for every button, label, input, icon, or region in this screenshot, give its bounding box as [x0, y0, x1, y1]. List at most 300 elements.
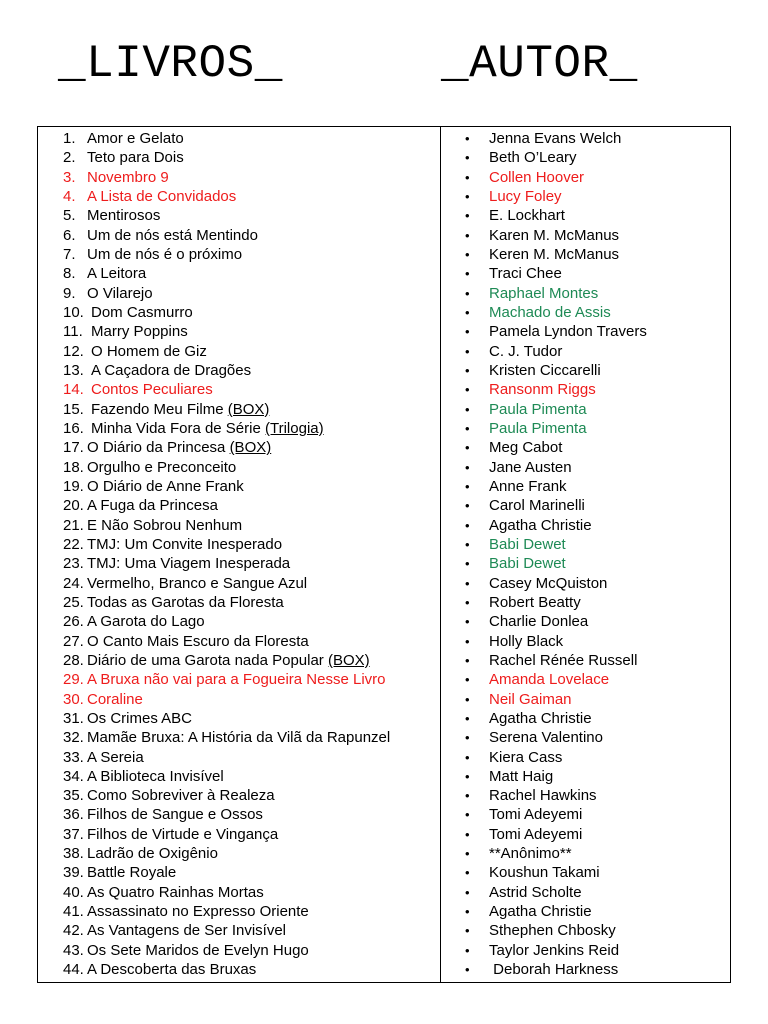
book-item: [38, 960, 440, 979]
author-name: Tomi Adeyemi: [489, 825, 583, 843]
book-title: [87, 670, 386, 689]
author-name: Tomi Adeyemi: [489, 806, 583, 824]
book-item: [38, 187, 440, 206]
author-item: [441, 748, 730, 767]
book-item: [38, 554, 440, 573]
book-title-text: Filhos de Virtude e Vingança: [87, 825, 279, 843]
bullet-icon: •: [465, 362, 470, 378]
bullet-icon: •: [465, 807, 470, 823]
bullet-icon: •: [465, 517, 470, 533]
book-number: 29.: [63, 671, 84, 689]
book-item: [38, 245, 440, 264]
bullet-icon: •: [465, 498, 470, 514]
bullet-icon: •: [465, 614, 470, 630]
author-item: [441, 206, 730, 225]
book-title: [87, 825, 278, 844]
author-name: Jenna Evans Welch: [489, 130, 622, 147]
book-item: [38, 458, 440, 477]
author-item: [441, 651, 730, 670]
author-name: Beth O’Leary: [489, 149, 577, 167]
bullet-icon: •: [465, 575, 470, 591]
book-title: [91, 361, 251, 380]
book-number: 36.: [63, 806, 84, 824]
author-item: [441, 535, 730, 554]
bullet-icon: •: [465, 420, 470, 436]
book-title: [87, 883, 264, 902]
book-item: [38, 516, 440, 535]
book-item: [38, 786, 440, 805]
book-title-text: Minha Vida Fora de Série: [91, 419, 265, 437]
book-number: 28.: [63, 651, 84, 669]
book-number: 2.: [63, 149, 76, 167]
book-number: 10.: [63, 303, 84, 321]
book-number: 9.: [63, 284, 76, 302]
author-item: [441, 690, 730, 709]
author-name: Rachel Rénée Russell: [489, 651, 638, 669]
author-name: Jane Austen: [489, 458, 572, 476]
book-item: [38, 690, 440, 709]
author-item: [441, 438, 730, 457]
book-edition-note: (BOX): [327, 651, 370, 669]
author-item: [441, 400, 730, 419]
author-name: Charlie Donlea: [489, 613, 589, 631]
books-heading: _LIVROS_: [58, 38, 283, 90]
bullet-icon: •: [465, 923, 470, 939]
author-name: Agatha Christie: [489, 709, 592, 727]
book-item: [38, 612, 440, 631]
author-item: [441, 921, 730, 940]
book-title: [87, 863, 176, 882]
book-title-text: Amor e Gelato: [87, 130, 184, 147]
book-title: [87, 690, 143, 709]
book-title-text: Orgulho e Preconceito: [87, 458, 237, 476]
author-item: [441, 960, 730, 979]
book-title: [87, 921, 286, 940]
author-item: [441, 496, 730, 515]
book-number: 27.: [63, 632, 84, 650]
bullet-icon: •: [465, 633, 470, 649]
book-title: [87, 129, 184, 148]
author-name: Casey McQuiston: [489, 574, 608, 592]
book-title-text: Diário de uma Garota nada Popular: [87, 651, 328, 669]
book-title: [87, 709, 192, 728]
author-item: [441, 941, 730, 960]
book-title-text: Como Sobreviver à Realeza: [87, 787, 275, 805]
book-title-text: Teto para Dois: [87, 149, 184, 167]
book-number: 21.: [63, 516, 84, 534]
author-name: Deborah Harkness: [489, 961, 619, 979]
author-name: Carol Marinelli: [489, 497, 585, 515]
book-title: [87, 554, 290, 573]
book-title: [87, 187, 236, 206]
book-title: [91, 322, 188, 341]
author-name: Neil Gaiman: [489, 690, 572, 708]
book-title: [87, 651, 370, 670]
book-item: [38, 863, 440, 882]
book-item: [38, 419, 440, 438]
book-title-text: Battle Royale: [87, 864, 177, 882]
author-name: Anne Frank: [489, 477, 567, 495]
bullet-icon: •: [465, 788, 470, 804]
book-number: 23.: [63, 555, 84, 573]
book-item: [38, 226, 440, 245]
book-title: [87, 728, 390, 747]
book-number: 4.: [63, 187, 76, 205]
author-item: [441, 226, 730, 245]
book-number: 3.: [63, 168, 76, 186]
author-item: [441, 419, 730, 438]
book-title: [87, 941, 309, 960]
author-item: [441, 361, 730, 380]
book-title: [87, 748, 144, 767]
bullet-icon: •: [465, 227, 470, 243]
book-title-text: Os Sete Maridos de Evelyn Hugo: [87, 941, 309, 959]
book-number: 6.: [63, 226, 76, 244]
author-item: [441, 883, 730, 902]
book-title: [87, 206, 160, 225]
author-name: Amanda Lovelace: [489, 671, 610, 689]
book-item: [38, 941, 440, 960]
author-item: [441, 380, 730, 399]
authors-list: [441, 129, 730, 979]
book-number: 30.: [63, 690, 84, 708]
book-title: [91, 400, 269, 419]
book-title-text: A Sereia: [87, 748, 144, 766]
book-item: [38, 284, 440, 303]
author-name: Keren M. McManus: [489, 245, 620, 263]
book-item: [38, 342, 440, 361]
book-title: [87, 902, 309, 921]
book-title: [87, 960, 256, 979]
author-name: Serena Valentino: [489, 729, 603, 747]
book-item: [38, 574, 440, 593]
book-number: 22.: [63, 535, 84, 553]
bullet-icon: •: [465, 672, 470, 688]
author-name: Matt Haig: [489, 767, 554, 785]
bullet-icon: •: [465, 266, 470, 282]
book-number: 16.: [63, 419, 84, 437]
book-title-text: O Vilarejo: [87, 284, 153, 302]
author-name: Lucy Foley: [489, 187, 562, 205]
book-title-text: A Garota do Lago: [87, 613, 205, 631]
book-item: [38, 593, 440, 612]
book-item: [38, 883, 440, 902]
author-item: [441, 805, 730, 824]
author-name: Taylor Jenkins Reid: [489, 941, 620, 959]
bullet-icon: •: [465, 536, 470, 552]
book-number: 42.: [63, 922, 84, 940]
author-name: Kiera Cass: [489, 748, 563, 766]
bullet-icon: •: [465, 826, 470, 842]
book-item: [38, 361, 440, 380]
book-number: 32.: [63, 729, 84, 747]
bullet-icon: •: [465, 285, 470, 301]
book-title-text: Novembro 9: [87, 168, 169, 186]
book-title-text: Ladrão de Oxigênio: [87, 845, 218, 863]
book-number: 31.: [63, 709, 84, 727]
book-number: 37.: [63, 825, 84, 843]
book-number: 7.: [63, 245, 76, 263]
book-number: 11.: [63, 323, 83, 341]
book-item: [38, 535, 440, 554]
book-item: [38, 709, 440, 728]
bullet-icon: •: [465, 343, 470, 359]
author-name: E. Lockhart: [489, 207, 565, 225]
author-name: Agatha Christie: [489, 516, 592, 534]
book-number: 20.: [63, 497, 84, 515]
author-name: Astrid Scholte: [489, 883, 582, 901]
book-title: [91, 380, 213, 399]
book-item: [38, 805, 440, 824]
author-item: [441, 728, 730, 747]
author-name: Babi Dewet: [489, 555, 566, 573]
book-number: 15.: [63, 400, 84, 418]
book-title: [87, 168, 169, 187]
book-title-text: A Biblioteca Invisível: [87, 767, 224, 785]
bullet-icon: •: [465, 768, 470, 784]
book-number: 35.: [63, 787, 84, 805]
bullet-icon: •: [465, 594, 470, 610]
bullet-icon: •: [465, 730, 470, 746]
book-item: [38, 438, 440, 457]
bullet-icon: •: [465, 904, 470, 920]
author-name: Collen Hoover: [489, 168, 585, 186]
author-name: Robert Beatty: [489, 593, 581, 611]
book-item: [38, 496, 440, 515]
books-authors-table: [37, 126, 731, 983]
bullet-icon: •: [465, 942, 470, 958]
bullet-icon: •: [465, 169, 470, 185]
bullet-icon: •: [465, 846, 470, 862]
book-item: [38, 728, 440, 747]
book-number: 25.: [63, 593, 84, 611]
author-name: Holly Black: [489, 632, 564, 650]
books-list: [38, 129, 440, 979]
book-title: [87, 535, 282, 554]
book-number: 18.: [63, 458, 84, 476]
book-title: [87, 612, 205, 631]
book-title: [87, 844, 218, 863]
author-name: Babi Dewet: [489, 535, 566, 553]
author-item: [441, 516, 730, 535]
author-name: Ransonm Riggs: [489, 381, 596, 399]
book-title: [87, 593, 284, 612]
bullet-icon: •: [465, 208, 470, 224]
book-title-text: O Canto Mais Escuro da Floresta: [87, 632, 309, 650]
author-item: [441, 593, 730, 612]
author-name: Agatha Christie: [489, 903, 592, 921]
book-title: [87, 786, 275, 805]
book-item: [38, 670, 440, 689]
bullet-icon: •: [465, 246, 470, 262]
book-title: [87, 477, 244, 496]
bullet-icon: •: [465, 131, 470, 146]
book-number: 1.: [63, 130, 76, 147]
book-title-text: A Caçadora de Dragões: [91, 361, 252, 379]
author-name: Traci Chee: [489, 265, 562, 283]
book-title-text: TMJ: Uma Viagem Inesperada: [87, 555, 291, 573]
book-item: [38, 748, 440, 767]
book-item: [38, 148, 440, 167]
book-number: 24.: [63, 574, 84, 592]
bullet-icon: •: [465, 304, 470, 320]
book-number: 41.: [63, 903, 84, 921]
author-item: [441, 322, 730, 341]
author-item: [441, 129, 730, 148]
book-title-text: Dom Casmurro: [91, 303, 193, 321]
book-item: [38, 632, 440, 651]
book-number: 40.: [63, 883, 84, 901]
author-item: [441, 902, 730, 921]
author-item: [441, 670, 730, 689]
author-name: C. J. Tudor: [489, 342, 563, 360]
book-title-text: O Homem de Giz: [91, 342, 207, 360]
author-item: [441, 245, 730, 264]
book-item: [38, 322, 440, 341]
book-number: 44.: [63, 961, 84, 979]
book-title: [87, 245, 242, 264]
book-title: [87, 574, 307, 593]
book-edition-note: (BOX): [229, 439, 272, 457]
author-item: [441, 187, 730, 206]
book-title-text: Todas as Garotas da Floresta: [87, 593, 284, 611]
bullet-icon: •: [465, 382, 470, 398]
book-item: [38, 825, 440, 844]
book-title-text: TMJ: Um Convite Inesperado: [87, 535, 283, 553]
book-title-text: A Fuga da Princesa: [87, 497, 218, 515]
bullet-icon: •: [465, 324, 470, 340]
bullet-icon: •: [465, 749, 470, 765]
book-number: 5.: [63, 207, 76, 225]
book-title-text: Um de nós está Mentindo: [87, 226, 258, 244]
book-number: 43.: [63, 941, 84, 959]
book-item: [38, 902, 440, 921]
author-item: [441, 767, 730, 786]
author-item: [441, 554, 730, 573]
author-item: [441, 574, 730, 593]
author-name: Pamela Lyndon Travers: [489, 323, 647, 341]
book-number: 34.: [63, 767, 84, 785]
book-item: [38, 168, 440, 187]
book-item: [38, 921, 440, 940]
author-item: [441, 477, 730, 496]
author-name: Koushun Takami: [489, 864, 600, 882]
bullet-icon: •: [465, 556, 470, 572]
book-number: 26.: [63, 613, 84, 631]
book-edition-note: (BOX): [227, 400, 270, 418]
bullet-icon: •: [465, 884, 470, 900]
bullet-icon: •: [465, 459, 470, 475]
book-title: [87, 516, 242, 535]
book-number: 12.: [63, 342, 84, 360]
book-title: [87, 458, 236, 477]
book-item: [38, 380, 440, 399]
book-title-text: Assassinato no Expresso Oriente: [87, 903, 309, 921]
book-item: [38, 400, 440, 419]
author-item: [441, 786, 730, 805]
book-title-text: A Descoberta das Bruxas: [87, 961, 257, 979]
author-name: Sthephen Chbosky: [489, 922, 616, 940]
book-title-text: Um de nós é o próximo: [87, 245, 243, 263]
book-title: [87, 767, 224, 786]
author-item: [441, 863, 730, 882]
book-title-text: Fazendo Meu Filme: [91, 400, 228, 418]
author-name: Raphael Montes: [489, 284, 599, 302]
author-name: Karen M. McManus: [489, 226, 620, 244]
book-item: [38, 129, 440, 148]
book-title-text: As Vantagens de Ser Invisível: [87, 922, 286, 940]
book-title: [87, 438, 271, 457]
book-title-text: Vermelho, Branco e Sangue Azul: [87, 574, 308, 592]
author-item: [441, 264, 730, 283]
bullet-icon: •: [465, 962, 470, 978]
book-title: [87, 805, 263, 824]
book-title: [87, 148, 184, 167]
book-title: [91, 342, 207, 361]
bullet-icon: •: [465, 691, 470, 707]
book-title-text: Mentirosos: [87, 207, 161, 225]
book-number: 39.: [63, 864, 84, 882]
bullet-icon: •: [465, 478, 470, 494]
book-title: [91, 303, 193, 322]
author-item: [441, 632, 730, 651]
authors-heading: _AUTOR_: [441, 38, 638, 90]
book-title-text: A Lista de Convidados: [87, 187, 237, 205]
author-item: [441, 303, 730, 322]
book-title-text: Marry Poppins: [91, 323, 188, 341]
book-title: [87, 226, 258, 245]
book-title: [87, 496, 218, 515]
author-name: Kristen Ciccarelli: [489, 361, 601, 379]
book-item: [38, 264, 440, 283]
book-number: 13.: [63, 361, 84, 379]
book-item: [38, 767, 440, 786]
author-item: [441, 284, 730, 303]
book-number: 17.: [63, 439, 84, 457]
author-item: [441, 709, 730, 728]
author-item: [441, 168, 730, 187]
book-title-text: E Não Sobrou Nenhum: [87, 516, 243, 534]
bullet-icon: •: [465, 150, 470, 166]
author-name: Machado de Assis: [489, 303, 611, 321]
book-title: [87, 632, 309, 651]
book-title-text: As Quatro Rainhas Mortas: [87, 883, 264, 901]
bullet-icon: •: [465, 652, 470, 668]
book-item: [38, 303, 440, 322]
book-item: [38, 477, 440, 496]
author-name: Meg Cabot: [489, 439, 563, 457]
book-title-text: O Diário da Princesa: [87, 439, 230, 457]
book-number: 38.: [63, 845, 84, 863]
bullet-icon: •: [465, 440, 470, 456]
book-number: 33.: [63, 748, 84, 766]
author-name: Paula Pimenta: [489, 400, 587, 418]
book-number: 14.: [63, 381, 84, 399]
author-name: **Anônimo**: [489, 845, 572, 863]
book-item: [38, 844, 440, 863]
book-title-text: O Diário de Anne Frank: [87, 477, 244, 495]
book-title-text: Contos Peculiares: [91, 381, 213, 399]
book-title-text: Coraline: [87, 690, 143, 708]
author-item: [441, 342, 730, 361]
author-name: Rachel Hawkins: [489, 787, 597, 805]
book-title-text: Os Crimes ABC: [87, 709, 193, 727]
book-title-text: A Leitora: [87, 265, 147, 283]
book-title-text: Filhos de Sangue e Ossos: [87, 806, 263, 824]
book-title-text: Mamãe Bruxa: A História da Vilã da Rapunzel: [87, 729, 391, 747]
book-number: 19.: [63, 477, 84, 495]
bullet-icon: •: [465, 865, 470, 881]
